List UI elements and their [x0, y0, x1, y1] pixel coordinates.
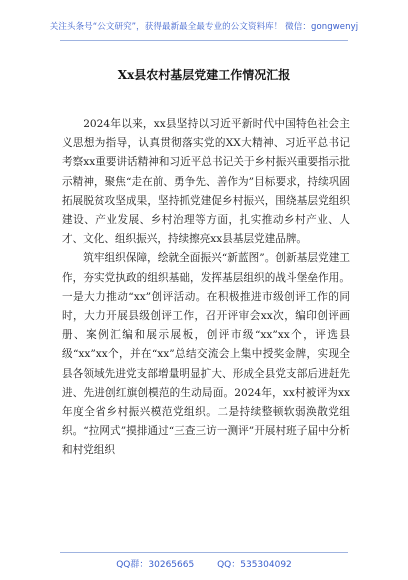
- footer-qq-group: QQ群：30265665: [116, 560, 195, 570]
- paragraph: 2024年以来，xx县坚持以习近平新时代中国特色社会主义思想为指导，认真贯彻落实党的XX大精神、习近平总书记考察xx重要讲话精神和习近平总书记关于乡村振兴重要指示批示精神，聚焦“走在前、勇争先、善作为”目标要求，持续巩固拓展脱贫攻坚成果，坚持抓党建促乡村振兴，围绕基层党组织建设、产业发展、乡村治理等方面，扎实推动乡村产业、人才、文化、组织振兴，持续擦亮xx县基层党建品牌。: [62, 118, 350, 246]
- paragraph: 筑牢组织保障，绘就全面振兴“新蓝图”。创新基层党建工作，夯实党执政的组织基础，发挥基层组织的战斗堡垒作用。一是大力推动“xx”创评活动。在积极推进市级创评工作的同时，大力开展县级创评工作，召开评审会xx次，编印创评画册、案例汇编和展示展板，创评市级“xx”xx个，评选县级“xx”xx个，并在“xx”总结交流会上集中授奖金牌，实现全县各领域先进党支部增量明显扩大、形成全县党支部后进赶先进、先进创红旗创模范的生动局面。2024年，xx村被评为xx年度全省乡村振兴模范党组织。二是持续整顿软弱涣散党组织。“拉网式”摸排通过“三查三访一测评”开展村班子届中分析和村党组织: [62, 252, 350, 457]
- footer-divider: [60, 552, 348, 553]
- header-divider: [60, 40, 348, 41]
- footer: [0, 557, 408, 570]
- header-banner: 关注头条号“公文研究”，获得最新最全最专业的公文资料库！ 微信：gongwenyj: [49, 22, 359, 32]
- document-title: Xx县农村基层党建工作情况汇报: [117, 68, 291, 82]
- footer-qq: QQ：535304092: [217, 560, 292, 570]
- document-body: [62, 115, 350, 461]
